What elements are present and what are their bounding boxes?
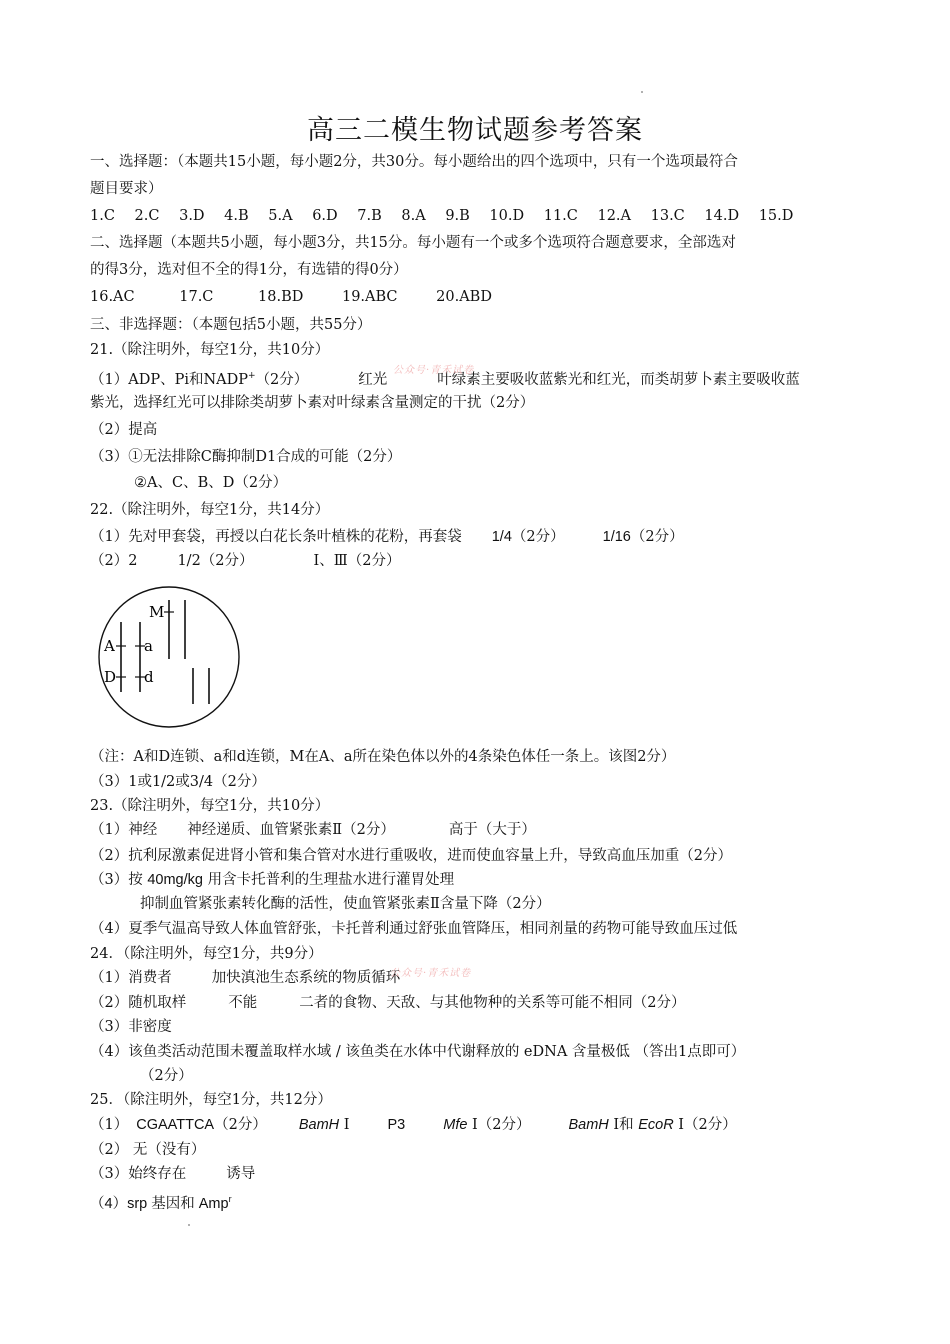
label-A: A (104, 637, 115, 655)
answer-17: 17.C (179, 289, 214, 305)
q23-line4: 抑制血管紧张素转化酶的活性，使血管紧张素Ⅱ含量下降（2分） (140, 896, 551, 912)
answer-4: 4.B (224, 208, 249, 224)
q24-line3: （3）非密度 (90, 1019, 172, 1035)
section2-answers (90, 287, 492, 307)
answer-20: 20.ABD (436, 289, 492, 305)
label-a: a (144, 637, 153, 655)
q21-line4: ②A、C、B、D（2分） (134, 475, 288, 491)
cell-chromosome-figure (96, 584, 242, 730)
answer-9: 9.B (445, 208, 470, 224)
answer-12: 12.A (597, 208, 632, 224)
q25-line3: （3）始终存在 诱导 (90, 1166, 256, 1182)
q24-line5: （2分） (140, 1068, 193, 1084)
answer-14: 14.D (704, 208, 740, 224)
answer-15: 15.D (758, 208, 794, 224)
q23-line3: （3）按 40mg/kg 用含卡托普利的生理盐水进行灌胃处理 (90, 872, 455, 888)
answer-3: 3.D (179, 208, 205, 224)
watermark: 公众号·青禾试卷 (390, 968, 472, 979)
q24-line4: （4）该鱼类活动范围未覆盖取样水域 / 该鱼类在水体中代谢释放的 eDNA 含量极低 （答出1点即可） (90, 1044, 746, 1060)
label-d: d (144, 668, 154, 686)
chromosome-diagram (96, 584, 242, 730)
q22-heading: 22.（除注明外，每空1分，共14分） (90, 502, 330, 518)
answer-1: 1.C (90, 208, 115, 224)
section2-header-cont: 的得3分，选对但不全的得1分，有选错的得0分） (90, 262, 408, 278)
answer-18: 18.BD (258, 289, 304, 305)
q25-line2: （2） 无（没有） (90, 1142, 206, 1158)
answer-6: 6.D (312, 208, 338, 224)
answer-5: 5.A (268, 208, 293, 224)
q24-line2: （2）随机取样 不能 二者的食物、天敌、与其他物种的关系等可能不相同（2分） (90, 995, 686, 1011)
q25-heading: 25．（除注明外，每空1分，共12分） (90, 1092, 332, 1108)
q21-heading: 21.（除注明外，每空1分，共10分） (90, 342, 330, 358)
q23-line2: （2）抗利尿激素促进肾小管和集合管对水进行重吸收，进而使血容量上升，导致高血压加重（2分） (90, 848, 732, 864)
answer-19: 19.ABC (341, 289, 398, 305)
speck (188, 1224, 190, 1226)
q24-line1: （1）消费者 加快滇池生态系统的物质循环 (90, 970, 401, 986)
answer-13: 13.C (650, 208, 685, 224)
section3-header: 三、非选择题：（本题包括5小题，共55分） (90, 317, 372, 333)
section1-header: 一、选择题：（本题共15小题，每小题2分，共30分。每小题给出的四个选项中，只有一个选项最符合 (90, 154, 738, 170)
label-D: D (104, 668, 117, 686)
page-title: 高三二模生物试题参考答案 (307, 115, 643, 146)
answer-16: 16.AC (90, 289, 135, 305)
q23-heading: 23.（除注明外，每空1分，共10分） (90, 798, 330, 814)
q23-line1: （1）神经 神经递质、血管紧张素Ⅱ（2分） 高于（大于） (90, 822, 536, 838)
answer-2: 2.C (134, 208, 160, 224)
answer-7: 7.B (357, 208, 382, 224)
speck (641, 91, 643, 93)
answer-10: 10.D (489, 208, 525, 224)
q21-line2: （2）提高 (90, 422, 158, 438)
q25-line1: （1） CGAATTCA（2分） BamH Ⅰ P3 Mfe Ⅰ（2分） BamH Ⅰ和 EcoR Ⅰ（2分） (90, 1117, 737, 1133)
q22-line1: （1）先对甲套袋，再授以白花长条叶植株的花粉，再套袋 1/4（2分） 1/16（2分） (90, 529, 684, 545)
q22-note: （注：A和D连锁、a和d连锁，M在A、a所在染色体以外的4条染色体任一条上。该图2分） (90, 749, 676, 765)
label-M: M (149, 603, 165, 621)
q24-heading: 24．（除注明外，每空1分，共9分） (90, 946, 323, 962)
section2-header: 二、选择题（本题共5小题，每小题3分，共15分。每小题有一个或多个选项符合题意要求，全部选对 (90, 235, 736, 251)
section1-answers (90, 206, 793, 226)
q23-line5: （4）夏季气温高导致人体血管舒张，卡托普利通过舒张血管降压，相同剂量的药物可能导致血压过低 (90, 921, 738, 937)
q22-line3: （3）1或1/2或3/4（2分） (90, 774, 266, 790)
q25-line4: （4）srp 基因和 Amp$^r$ (90, 1194, 232, 1212)
q21-line3: （3）①无法排除C酶抑制D1合成的可能（2分） (90, 449, 402, 465)
section1-header-cont: 题目要求） (90, 181, 163, 197)
answer-8: 8.A (401, 208, 426, 224)
q21-line1: （1）ADP、Pi和NADP+（2分） 红光 叶绿素主要吸收蓝紫光和红光，而类胡萝卜素主要吸收蓝 (90, 371, 800, 388)
answer-11: 11.C (543, 208, 578, 224)
q21-line1-cont: 紫光，选择红光可以排除类胡萝卜素对叶绿素含量测定的干扰（2分） (90, 395, 535, 411)
watermark: 公众号·青禾试卷 (393, 365, 475, 376)
q22-line2: （2）2 1/2（2分） Ⅰ、Ⅲ（2分） (90, 553, 401, 569)
